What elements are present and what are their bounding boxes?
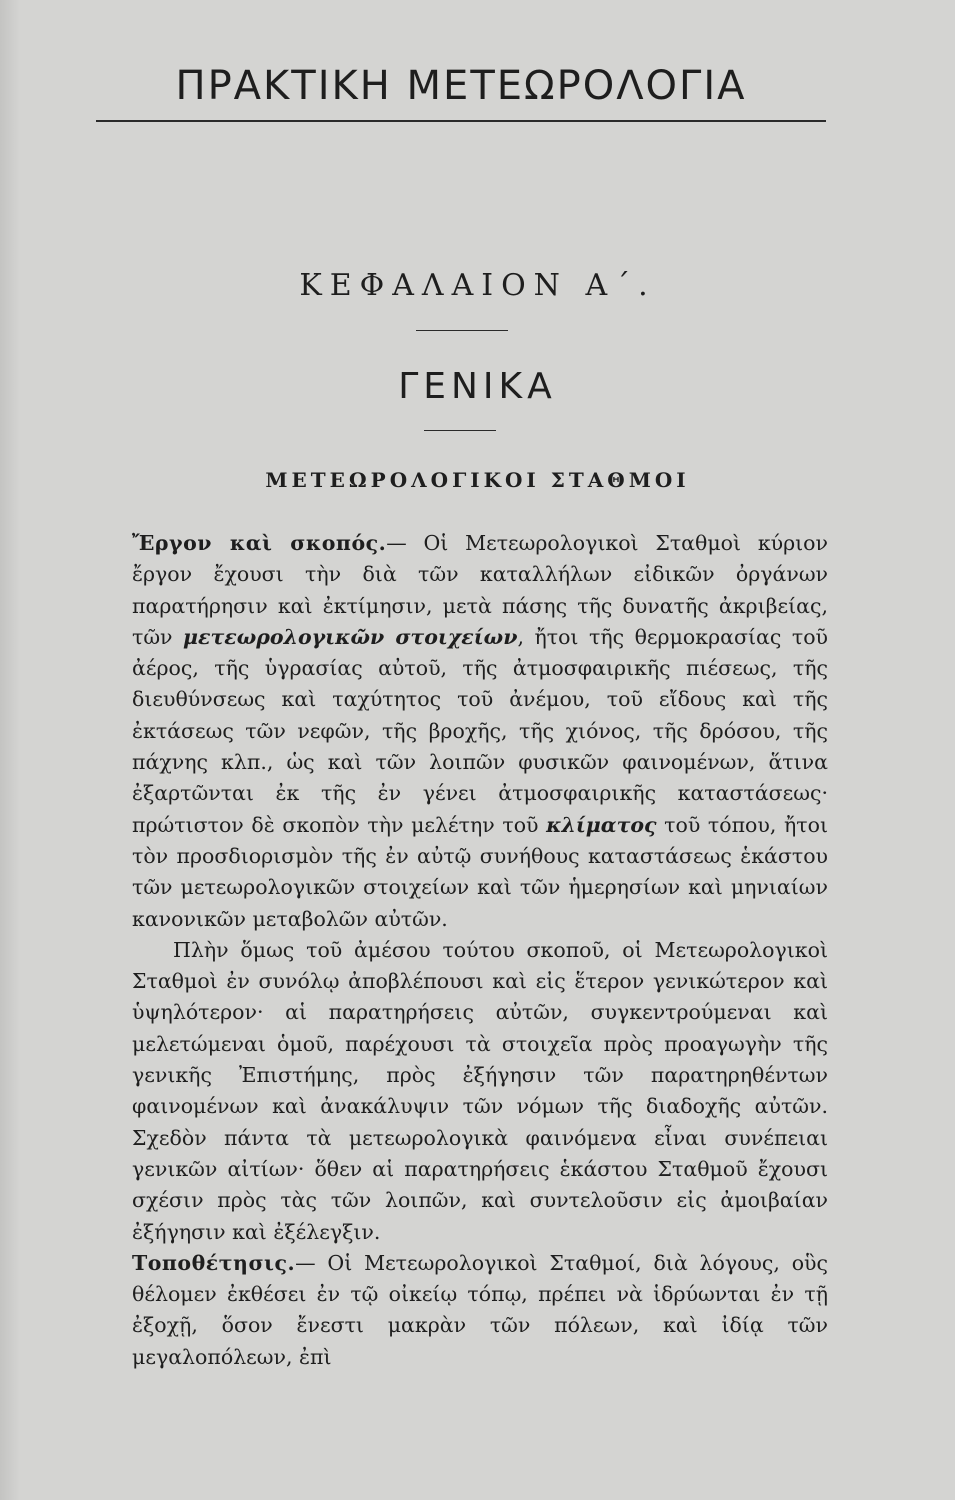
emphasis-term: μετεωρολογικῶν στοιχείων xyxy=(183,624,518,649)
paragraph-text: — Οἱ Μετεωρολογικοὶ Σταθμοὶ κύριον ἔργον ἔχουσι τὴν διὰ τῶν καταλλήλων εἰδικῶν ὀργάνων παρατήρησιν καὶ ἐκτίμησιν, μετὰ πάσης τῆς δυνατῆς ἀκριβείας, τῶν xyxy=(132,531,828,649)
emphasis-term: κλίματος xyxy=(546,812,657,837)
run-in-heading-purpose: Ἔργον καὶ σκοπός. xyxy=(132,531,387,555)
paragraph-text: τοῦ τόπου, ἤτοι τὸν προσδιορισμὸν τῆς ἐν αὐτῷ συνήθους καταστάσεως ἑκάστου τῶν μετεωρολογικῶν στοιχείων καὶ τῶν ἡμερησίων καὶ μηνιαίων κανονικῶν μεταβολῶν αὐτῶν. xyxy=(132,812,828,931)
chapter-label: ΚΕΦΑΛΑΙΟΝ Α΄. xyxy=(299,268,656,303)
section-divider xyxy=(424,430,496,431)
body-text xyxy=(132,528,828,1373)
paragraph-placement xyxy=(132,1248,828,1373)
binding-shadow xyxy=(0,0,20,1500)
paragraph-general-aim: Πλὴν ὅμως τοῦ ἀμέσου τούτου σκοποῦ, οἱ Μετεωρολογικοὶ Σταθμοὶ ἐν συνόλῳ ἀποβλέπουσι καὶ εἰς ἕτερον γενικώτερον καὶ ὑψηλότερον· αἱ παρατηρήσεις αὐτῶν, συγκεντρούμεναι καὶ μελετώμεναι ὁμοῦ, παρέχουσι τὰ στοιχεῖα πρὸς προαγωγὴν τῆς γενικῆς Ἐπιστήμης, πρὸς ἐξήγησιν τῶν παρατηρηθέντων φαινομένων καὶ ἀνακάλυψιν τῶν νόμων τῆς διαδοχῆς αὐτῶν. Σχεδὸν πάντα τὰ μετεωρολογικὰ φαινόμενα εἶναι συνέπειαι γενικῶν αἰτίων· ὅθεν αἱ παρατηρήσεις ἑκάστου Σταθμοῦ ἔχουσι σχέσιν πρὸς τὰς τῶν λοιπῶν, καὶ συντελοῦσιν εἰς ἀμοιβαίαν ἐξήγησιν καὶ ἐξέλεγξιν. xyxy=(132,937,828,1244)
paragraph-text: , ἤτοι τῆς θερμοκρασίας τοῦ ἀέρος, τῆς ὑγρασίας αὐτοῦ, τῆς ἀτμοσφαιρικῆς πιέσεως, τῆς διευθύνσεως καὶ ταχύτητος τοῦ ἀνέμου, τοῦ εἴδους καὶ τῆς ἐκτάσεως τῶν νεφῶν, τῆς βροχῆς, τῆς χιόνος, τῆς δρόσου, τῆς πάχνης κλπ., ὡς καὶ τῶν λοιπῶν φυσικῶν φαινομένων, ἅτινα ἐξαρτῶνται ἐκ τῆς ἐν γένει ἀτμοσφαιρικῆς καταστάσεως· πρώτιστον δὲ σκοπὸν τὴν μελέτην τοῦ xyxy=(132,624,828,837)
running-title: ΠΡΑΚΤΙΚΗ ΜΕΤΕΩΡΟΛΟΓΙΑ xyxy=(175,63,747,109)
subsection-title: ΜΕΤΕΩΡΟΛΟΓΙΚΟΙ ΣΤΑΘΜΟΙ xyxy=(265,468,690,492)
paragraph-purpose xyxy=(132,528,828,935)
title-rule xyxy=(96,120,826,122)
paragraph-text: — Οἱ Μετεωρολογικοὶ Σταθμοί, διὰ λόγους, οὓς θέλομεν ἐκθέσει ἐν τῷ οἰκείῳ τόπῳ, πρέπει νὰ ἱδρύωνται ἐν τῇ ἐξοχῇ, ὅσον ἔνεστι μακρὰν τῶν πόλεων, καὶ ἰδίᾳ τῶν μεγαλοπόλεων, ἐπὶ xyxy=(132,1250,828,1369)
section-title: ΓΕΝΙΚΑ xyxy=(398,366,557,407)
run-in-heading-placement: Τοποθέτησις. xyxy=(132,1250,296,1275)
chapter-divider xyxy=(416,330,508,331)
